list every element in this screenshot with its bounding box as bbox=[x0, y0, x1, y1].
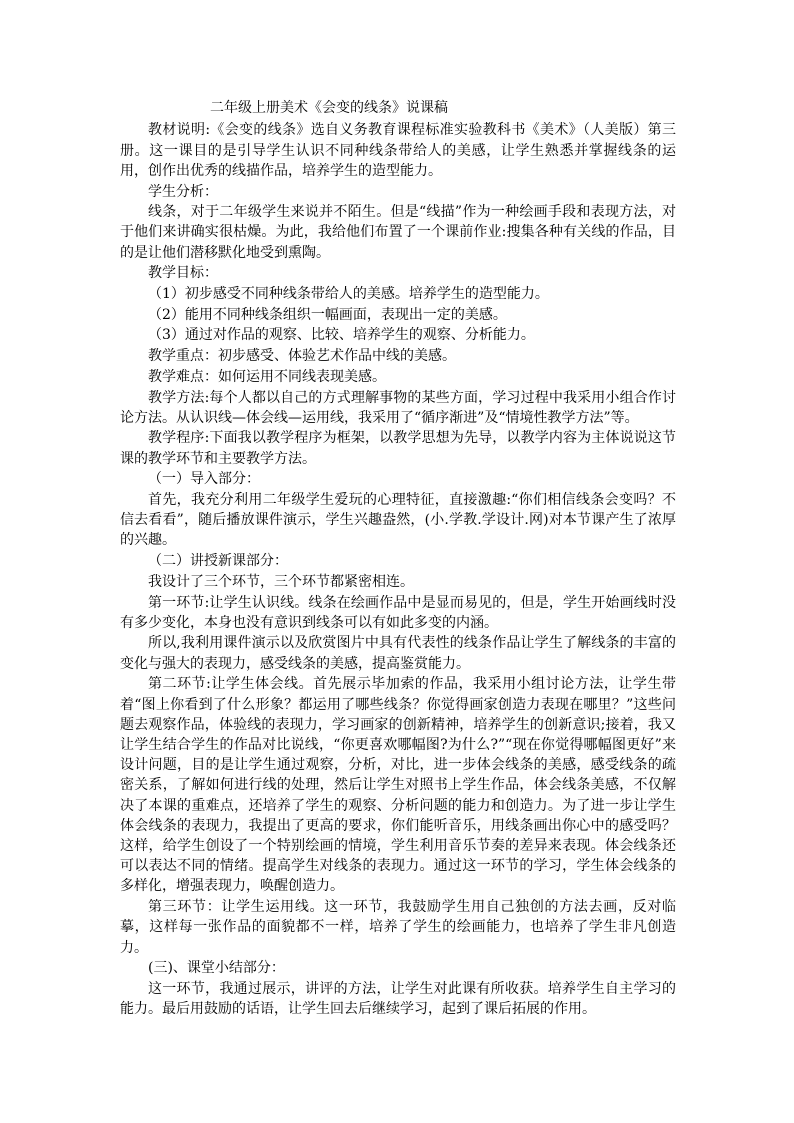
paragraph-stage-one: 第一环节:让学生认识线。线条在绘画作品中是显而易见的，但是，学生开始画线时没有多少变化，本身也没有意识到线条可以有如此多变的内涵。 bbox=[120, 594, 676, 631]
heading-new-lesson: （二）讲授新课部分： bbox=[148, 553, 288, 570]
goal-item-1: （1）初步感受不同种线条带给人的美感。培养学生的造型能力。 bbox=[148, 286, 549, 303]
paragraph-stage-two: 第二环节:让学生体会线。首先展示毕加索的作品，我采用小组讨论方法，让学生带着“图上你看到了什么形象？都运用了哪些线条？你觉得画家创造力表现在哪里？”这些问题去观察作品，体验线的表现力，学习画家的创新精神，培养学生的创新意识;接着，我又让学生结合学生的作品对比说线，“你更喜欢哪幅图?为什么?”“现在你觉得哪幅图更好”来设计问题，目的是让学生通过观察，分析，对比，进一步体会线条的美感，感受线条的疏密关系，了解如何进行线的处理，然后让学生对照书上学生作品，体会线条美感，不仅解决了本课的重难点，还培养了学生的观察、分析问题的能力和创造力。为了进一步让学生体会线条的表现力，我提出了更高的要求，你们能听音乐，用线条画出你心中的感受吗？这样，给学生创设了一个特别绘画的情境，学生利用音乐节奏的差异来表现。体会线条还可以表达不同的情绪。提高学生对线条的表现力。通过这一环节的学习，学生体会线条的多样化，增强表现力，唤醒创造力。 bbox=[120, 676, 676, 895]
paragraph-textbook-note: 教材说明:《会变的线条》选自义务教育课程标准实验教科书《美术》（人美版）第三册。这一课目的是引导学生认识不同种线条带给人的美感，让学生熟悉并掌握线条的运用，创作出优秀的线描作品，培养学生的造型能力。 bbox=[120, 122, 676, 179]
paragraph-teaching-procedure: 教学程序:下面我以教学程序为框架，以教学思想为先导，以教学内容为主体说说这节课的教学环节和主要教学方法。 bbox=[120, 430, 676, 467]
heading-teaching-goals: 教学目标： bbox=[148, 265, 218, 282]
paragraph-key-point: 教学重点：初步感受、体验艺术作品中线的美感。 bbox=[148, 348, 456, 365]
paragraph-three-stages: 我设计了三个环节，三个环节都紧密相连。 bbox=[148, 573, 414, 590]
goal-item-3: （3）通过对作品的观察、比较、培养学生的观察、分析能力。 bbox=[148, 327, 535, 344]
paragraph-stage-three: 第三环节：让学生运用线。这一环节，我鼓励学生用自己独创的方法去画，反对临摹，这样每一张作品的面貌都不一样，培养了学生的绘画能力，也培养了学生非凡创造力。 bbox=[120, 899, 676, 956]
paragraph-summary: 这一环节，我通过展示，讲评的方法，让学生对此课有所收获。培养学生自主学习的能力。最后用鼓励的话语，让学生回去后继续学习，起到了课后拓展的作用。 bbox=[120, 980, 676, 1018]
heading-introduction: （一）导入部分： bbox=[148, 471, 260, 488]
paragraph-student-analysis: 线条，对于二年级学生来说并不陌生。但是“线描”作为一种绘画手段和表现方法，对于他们来讲确实很枯燥。为此，我给他们布置了一个课前作业:搜集各种有关线的作品，目的是让他们潜移默化地受到熏陶。 bbox=[120, 204, 676, 261]
paragraph-introduction: 首先，我充分利用二年级学生爱玩的心理特征，直接激趣:“你们相信线条会变吗？不信去看看”，随后播放课件演示，学生兴趣盎然，(小.学教.学设计.网)对本节课产生了浓厚的兴趣。 bbox=[120, 492, 676, 549]
document-page bbox=[120, 98, 676, 1019]
heading-student-analysis: 学生分析： bbox=[148, 183, 218, 200]
document-title: 二年级上册美术《会变的线条》说课稿 bbox=[210, 100, 448, 116]
heading-summary: (三)、课堂小结部分： bbox=[148, 960, 285, 977]
paragraph-stage-one-detail: 所以,我利用课件演示以及欣赏图片中具有代表性的线条作品让学生了解线条的丰富的变化与强大的表现力，感受线条的美感，提高鉴赏能力。 bbox=[120, 635, 676, 672]
paragraph-teaching-method: 教学方法:每个人都以自己的方式理解事物的某些方面，学习过程中我采用小组合作讨论方法。从认识线—体会线—运用线，我采用了“循序渐进”及“情境性教学方法”等。 bbox=[120, 389, 676, 426]
paragraph-difficult-point: 教学难点：如何运用不同线表现美感。 bbox=[148, 368, 386, 385]
goal-item-2: （2）能用不同种线条组织一幅画面，表现出一定的美感。 bbox=[148, 306, 507, 323]
